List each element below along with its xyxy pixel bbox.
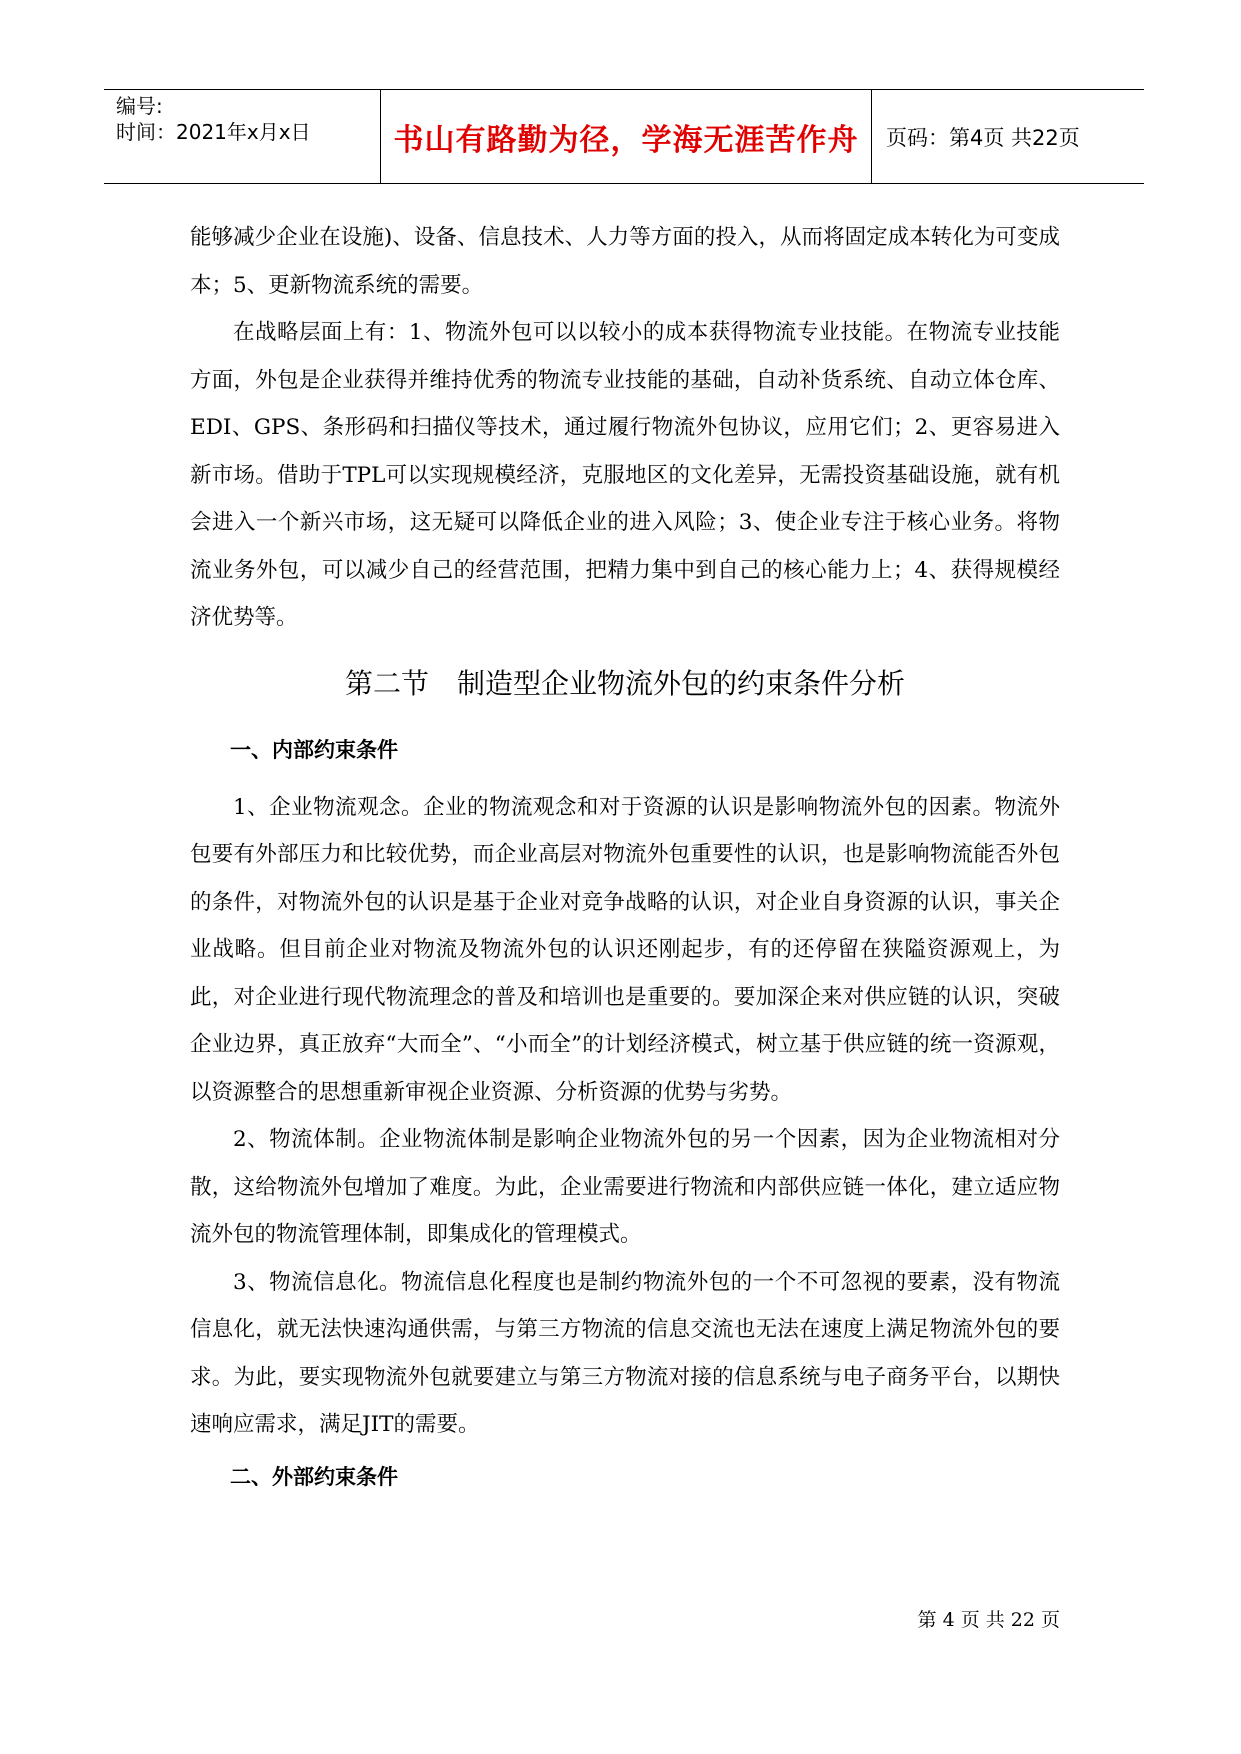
header-motto: 书山有路勤为径，学海无涯苦作舟 <box>381 90 872 183</box>
paragraph: 1、企业物流观念。企业的物流观念和对于资源的认识是影响物流外包的因素。物流外包要有外部压力和比较优势，而企业高层对物流外包重要性的认识，也是影响物流能否外包的条件，对物流外包的认识是基于企业对竞争战略的认识，对企业自身资源的认识，事关企业战略。但目前企业对物流及物流外包的认识还刚起步，有的还停留在狭隘资源观上，为此，对企业进行现代物流理念的普及和培训也是重要的。要加深企来对供应链的认识，突破企业边界，真正放弃“大而全”、“小而全”的计划经济模式，树立基于供应链的统一资源观，以资源整合的思想重新审视企业资源、分析资源的优势与劣势。 <box>190 794 1060 1105</box>
paragraph: 在战略层面上有：1、物流外包可以以较小的成本获得物流专业技能。在物流专业技能方面，外包是企业获得并维持优秀的物流专业技能的基础，自动补货系统、自动立体仓库、EDI、GPS、条形码和扫描仪等技术，通过履行物流外包协议，应用它们；2、更容易进入新市场。借助于TPL可以实现规模经济，克服地区的文化差异，无需投资基础设施，就有机会进入一个新兴市场，这无疑可以降低企业的进入风险；3、使企业专注于核心业务。将物流业务外包，可以减少自己的经营范围，把精力集中到自己的核心能力上；4、获得规模经济优势等。 <box>190 320 1060 630</box>
section-title: 第二节 制造型企业物流外包的约束条件分析 <box>344 666 905 700</box>
subheading-external: 二、外部约束条件 <box>230 1464 398 1489</box>
document-body <box>190 214 1060 1511</box>
subheading-internal: 一、内部约束条件 <box>230 737 398 762</box>
header-meta <box>104 90 381 183</box>
header-page-number: 页码：第4页 共22页 <box>886 125 1080 150</box>
page-header <box>104 89 1144 184</box>
paragraph: 能够减少企业在设施)、设备、信息技术、人力等方面的投入，从而将固定成本转化为可变成本；5、更新物流系统的需要。 <box>190 225 1060 298</box>
header-time: 时间：2021年x月x日 <box>116 120 311 144</box>
page-footer: 第 4 页 共 22 页 <box>917 1609 1060 1631</box>
paragraph: 3、物流信息化。物流信息化程度也是制约物流外包的一个不可忽视的要素，没有物流信息化，就无法快速沟通供需，与第三方物流的信息交流也无法在速度上满足物流外包的要求。为此，要实现物流外包就要建立与第三方物流对接的信息系统与电子商务平台，以期快速响应需求，满足JIT的需要。 <box>190 1269 1060 1437</box>
header-number: 编号: <box>116 94 163 118</box>
paragraph: 2、物流体制。企业物流体制是影响企业物流外包的另一个因素，因为企业物流相对分散，这给物流外包增加了难度。为此，企业需要进行物流和内部供应链一体化，建立适应物流外包的物流管理体制，即集成化的管理模式。 <box>190 1127 1060 1247</box>
